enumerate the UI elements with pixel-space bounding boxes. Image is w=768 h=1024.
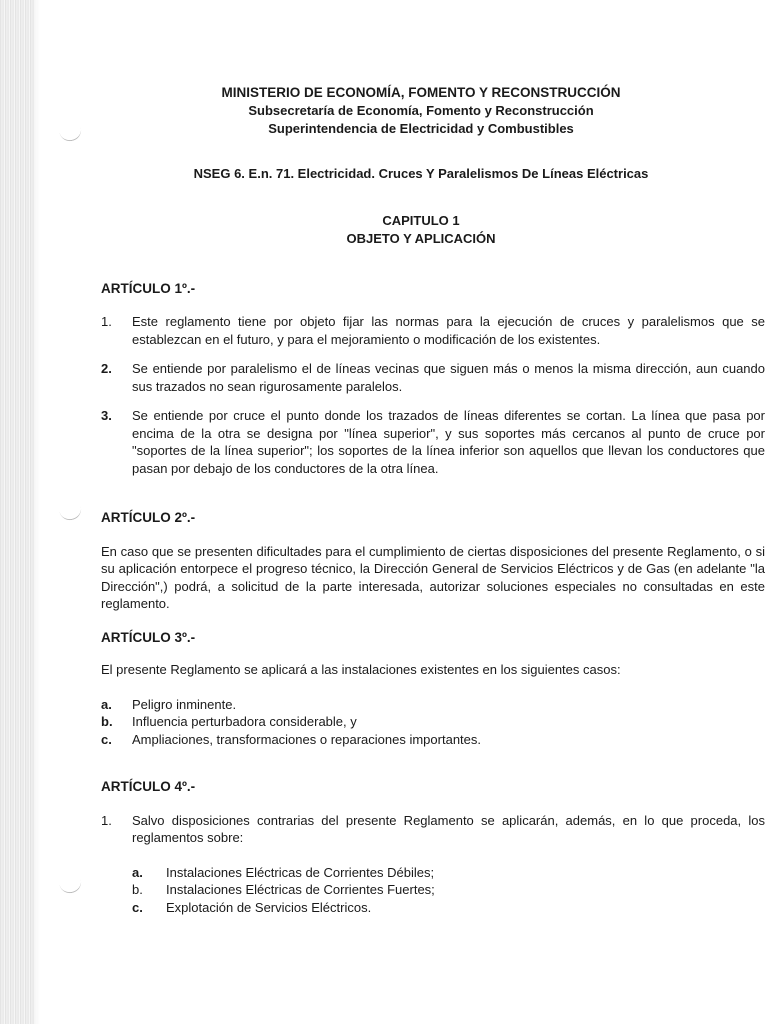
document-page: [101, 84, 765, 916]
subsecretaria-name: Subsecretaría de Economía, Fomento y Reconstrucción: [248, 103, 594, 118]
article-2-text: En caso que se presenten dificultades para el cumplimiento de ciertas disposiciones del presente Reglamento, o si su aplicación entorpece el progreso técnico, la Dirección General de Servicios Eléctricos y de Gas (en adelante "la Dirección",) podrá, a solicitud de la parte interesada, autorizar soluciones especiales no consultadas en este reglamento.: [101, 543, 765, 611]
article-3-case-list: [101, 696, 765, 749]
item-letter: b.: [132, 882, 143, 897]
list-item: [101, 696, 765, 714]
article-2-title: ARTÍCULO 2º.-: [101, 510, 196, 525]
list-item: [101, 713, 765, 731]
document-header: [101, 84, 741, 138]
item-letter: c.: [132, 899, 143, 915]
item-number: 3.: [101, 408, 112, 423]
punch-hole-mark: [59, 126, 83, 143]
item-text: Este reglamento tiene por objeto fijar las normas para la ejecución de cruces y paralelismos que se establezcan en el futuro, y para el mejoramiento o modificación de los existentes.: [132, 314, 765, 347]
article-4-title: ARTÍCULO 4º.-: [101, 779, 196, 794]
item-text: Se entiende por cruce el punto donde los trazados de líneas diferentes se cortan. La línea que pasa por encima de la otra se designa por "línea superior", y sus soportes más cercanos al punto de cruce por "soportes de la línea superior"; los soportes de la línea inferior son aquellos que llevan los conductores que pasan por debajo de los conductores de la otra línea.: [132, 408, 765, 476]
chapter-heading: [101, 212, 741, 248]
list-item: [132, 881, 765, 899]
item-text: Influencia perturbadora considerable, y: [132, 714, 357, 729]
item-number: 1.: [101, 812, 112, 828]
article-1-title: ARTÍCULO 1º.-: [101, 280, 196, 296]
item-text: Salvo disposiciones contrarias del presente Reglamento se aplicarán, además, en lo que proceda, los reglamentos sobre:: [132, 812, 765, 845]
punch-hole-mark: [59, 878, 83, 895]
list-item: [132, 864, 765, 882]
article-4-regulation-list: [132, 864, 765, 917]
chapter-title: OBJETO Y APLICACIÓN: [346, 230, 496, 246]
article-4-item-1: [101, 812, 765, 847]
list-item: [101, 731, 765, 749]
norm-title: NSEG 6. E.n. 71. Electricidad. Cruces Y Paralelismos De Líneas Eléctricas: [193, 166, 649, 181]
item-text: Instalaciones Eléctricas de Corrientes Fuertes;: [166, 882, 435, 897]
article-1-item-3: [101, 407, 765, 477]
article-1-item-1: [101, 313, 765, 348]
item-number: 1.: [101, 314, 112, 329]
scan-edge-shadow: [0, 0, 34, 1024]
item-letter: b.: [101, 714, 113, 729]
list-item: [132, 899, 765, 917]
chapter-number: CAPITULO 1: [382, 212, 460, 228]
punch-hole-mark: [59, 505, 83, 522]
item-text: Instalaciones Eléctricas de Corrientes Débiles;: [166, 864, 435, 880]
item-letter: c.: [101, 731, 112, 747]
item-text: Ampliaciones, transformaciones o reparaciones importantes.: [132, 731, 482, 747]
item-number: 2.: [101, 361, 112, 376]
article-3-title: ARTÍCULO 3º.-: [101, 629, 196, 645]
item-text: Se entiende por paralelismo el de líneas vecinas que siguen más o menos la misma dirección, aun cuando sus trazados no sean rigurosamente paralelos.: [132, 361, 765, 394]
article-3-text: El presente Reglamento se aplicará a las instalaciones existentes en los siguientes casos:: [101, 662, 621, 677]
superintendencia-name: Superintendencia de Electricidad y Combustibles: [268, 121, 574, 136]
item-text: Peligro inminente.: [132, 696, 237, 712]
ministry-name: MINISTERIO DE ECONOMÍA, FOMENTO Y RECONSTRUCCIÓN: [221, 85, 621, 100]
item-text: Explotación de Servicios Eléctricos.: [166, 899, 372, 915]
item-letter: a.: [132, 864, 143, 880]
article-1-item-2: [101, 360, 765, 395]
item-letter: a.: [101, 696, 112, 712]
